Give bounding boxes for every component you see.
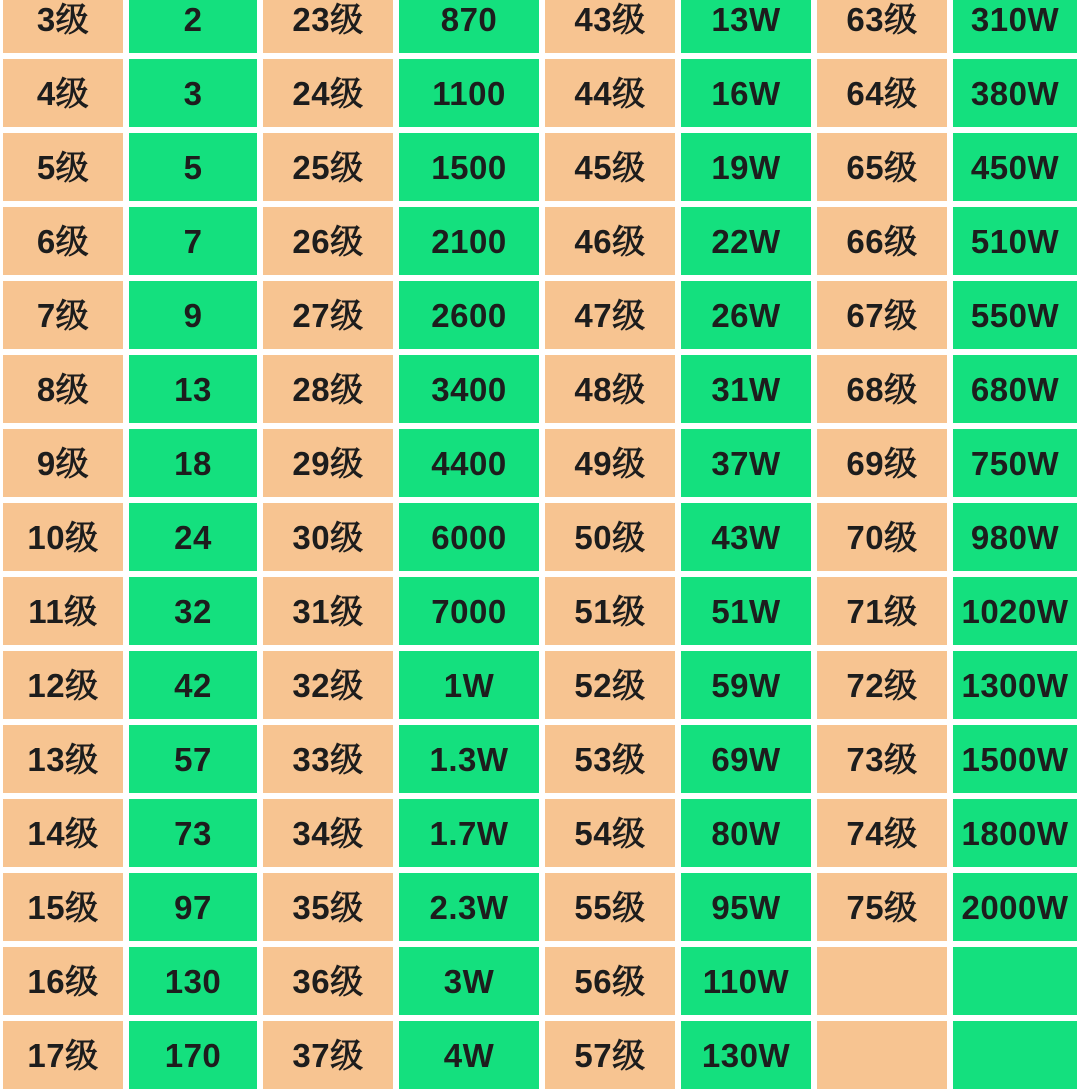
table-cell-level: 48级 xyxy=(542,352,678,426)
table-cell-level: 13级 xyxy=(0,722,126,796)
table-cell-empty xyxy=(950,1018,1080,1092)
table-cell-level: 26级 xyxy=(260,204,396,278)
table-cell-level: 66级 xyxy=(814,204,950,278)
table-cell-value: 2600 xyxy=(396,278,542,352)
table-cell-value: 2 xyxy=(126,0,260,56)
table-cell-level: 55级 xyxy=(542,870,678,944)
table-cell-empty xyxy=(814,1018,950,1092)
table-cell-value: 5 xyxy=(126,130,260,204)
table-cell-level: 33级 xyxy=(260,722,396,796)
table-cell-level: 3级 xyxy=(0,0,126,56)
table-cell-level: 51级 xyxy=(542,574,678,648)
table-cell-value: 2.3W xyxy=(396,870,542,944)
table-cell-level: 70级 xyxy=(814,500,950,574)
table-cell-level: 35级 xyxy=(260,870,396,944)
table-cell-value: 1500 xyxy=(396,130,542,204)
table-cell-level: 50级 xyxy=(542,500,678,574)
table-cell-value: 4W xyxy=(396,1018,542,1092)
table-cell-level: 30级 xyxy=(260,500,396,574)
table-cell-value: 26W xyxy=(678,278,814,352)
table-cell-level: 63级 xyxy=(814,0,950,56)
table-cell-value: 97 xyxy=(126,870,260,944)
table-cell-level: 56级 xyxy=(542,944,678,1018)
table-cell-level: 16级 xyxy=(0,944,126,1018)
table-cell-level: 10级 xyxy=(0,500,126,574)
table-cell-value: 110W xyxy=(678,944,814,1018)
table-cell-value: 1100 xyxy=(396,56,542,130)
table-cell-value: 51W xyxy=(678,574,814,648)
table-cell-value: 450W xyxy=(950,130,1080,204)
table-cell-value: 1W xyxy=(396,648,542,722)
table-cell-level: 23级 xyxy=(260,0,396,56)
table-cell-level: 47级 xyxy=(542,278,678,352)
table-cell-level: 27级 xyxy=(260,278,396,352)
table-cell-level: 45级 xyxy=(542,130,678,204)
table-cell-value: 13W xyxy=(678,0,814,56)
table-cell-level: 71级 xyxy=(814,574,950,648)
table-cell-level: 7级 xyxy=(0,278,126,352)
table-cell-value: 1500W xyxy=(950,722,1080,796)
table-cell-level: 6级 xyxy=(0,204,126,278)
table-cell-level: 49级 xyxy=(542,426,678,500)
table-cell-value: 43W xyxy=(678,500,814,574)
table-cell-value: 870 xyxy=(396,0,542,56)
table-cell-level: 34级 xyxy=(260,796,396,870)
table-cell-level: 24级 xyxy=(260,56,396,130)
table-cell-value: 3400 xyxy=(396,352,542,426)
table-cell-level: 54级 xyxy=(542,796,678,870)
table-cell-level: 5级 xyxy=(0,130,126,204)
table-cell-empty xyxy=(950,944,1080,1018)
table-cell-value: 1300W xyxy=(950,648,1080,722)
table-cell-level: 36级 xyxy=(260,944,396,1018)
table-cell-level: 46级 xyxy=(542,204,678,278)
table-cell-level: 4级 xyxy=(0,56,126,130)
table-cell-level: 29级 xyxy=(260,426,396,500)
table-cell-value: 1.7W xyxy=(396,796,542,870)
table-cell-value: 6000 xyxy=(396,500,542,574)
table-cell-value: 980W xyxy=(950,500,1080,574)
table-cell-value: 32 xyxy=(126,574,260,648)
table-cell-value: 24 xyxy=(126,500,260,574)
table-cell-value: 4400 xyxy=(396,426,542,500)
table-cell-value: 18 xyxy=(126,426,260,500)
table-cell-level: 43级 xyxy=(542,0,678,56)
table-cell-level: 53级 xyxy=(542,722,678,796)
table-cell-value: 73 xyxy=(126,796,260,870)
table-cell-level: 52级 xyxy=(542,648,678,722)
table-cell-value: 310W xyxy=(950,0,1080,56)
table-cell-level: 67级 xyxy=(814,278,950,352)
table-cell-value: 59W xyxy=(678,648,814,722)
table-cell-value: 3 xyxy=(126,56,260,130)
table-cell-value: 16W xyxy=(678,56,814,130)
table-cell-level: 25级 xyxy=(260,130,396,204)
table-cell-value: 1.3W xyxy=(396,722,542,796)
table-cell-level: 69级 xyxy=(814,426,950,500)
table-cell-level: 9级 xyxy=(0,426,126,500)
table-cell-level: 68级 xyxy=(814,352,950,426)
table-cell-value: 680W xyxy=(950,352,1080,426)
table-cell-level: 72级 xyxy=(814,648,950,722)
table-cell-value: 22W xyxy=(678,204,814,278)
table-cell-level: 12级 xyxy=(0,648,126,722)
table-cell-level: 75级 xyxy=(814,870,950,944)
table-cell-value: 80W xyxy=(678,796,814,870)
table-cell-value: 7 xyxy=(126,204,260,278)
table-cell-value: 1800W xyxy=(950,796,1080,870)
table-cell-level: 28级 xyxy=(260,352,396,426)
table-cell-level: 37级 xyxy=(260,1018,396,1092)
table-cell-level: 8级 xyxy=(0,352,126,426)
table-cell-level: 73级 xyxy=(814,722,950,796)
table-cell-value: 69W xyxy=(678,722,814,796)
table-cell-level: 57级 xyxy=(542,1018,678,1092)
table-cell-value: 57 xyxy=(126,722,260,796)
table-cell-level: 11级 xyxy=(0,574,126,648)
table-cell-value: 2000W xyxy=(950,870,1080,944)
table-cell-level: 14级 xyxy=(0,796,126,870)
table-cell-empty xyxy=(814,944,950,1018)
table-cell-value: 3W xyxy=(396,944,542,1018)
table-cell-value: 95W xyxy=(678,870,814,944)
table-cell-level: 74级 xyxy=(814,796,950,870)
table-cell-value: 550W xyxy=(950,278,1080,352)
table-cell-value: 2100 xyxy=(396,204,542,278)
table-cell-value: 42 xyxy=(126,648,260,722)
table-cell-value: 130 xyxy=(126,944,260,1018)
table-cell-level: 65级 xyxy=(814,130,950,204)
table-cell-value: 7000 xyxy=(396,574,542,648)
table-cell-value: 1020W xyxy=(950,574,1080,648)
table-cell-value: 37W xyxy=(678,426,814,500)
table-cell-level: 32级 xyxy=(260,648,396,722)
table-cell-value: 510W xyxy=(950,204,1080,278)
table-cell-value: 19W xyxy=(678,130,814,204)
table-cell-value: 130W xyxy=(678,1018,814,1092)
table-cell-value: 380W xyxy=(950,56,1080,130)
table-cell-value: 31W xyxy=(678,352,814,426)
table-cell-value: 13 xyxy=(126,352,260,426)
table-cell-level: 31级 xyxy=(260,574,396,648)
table-cell-level: 17级 xyxy=(0,1018,126,1092)
table-cell-level: 44级 xyxy=(542,56,678,130)
table-cell-level: 15级 xyxy=(0,870,126,944)
table-cell-value: 170 xyxy=(126,1018,260,1092)
table-cell-value: 9 xyxy=(126,278,260,352)
table-cell-level: 64级 xyxy=(814,56,950,130)
table-cell-value: 750W xyxy=(950,426,1080,500)
